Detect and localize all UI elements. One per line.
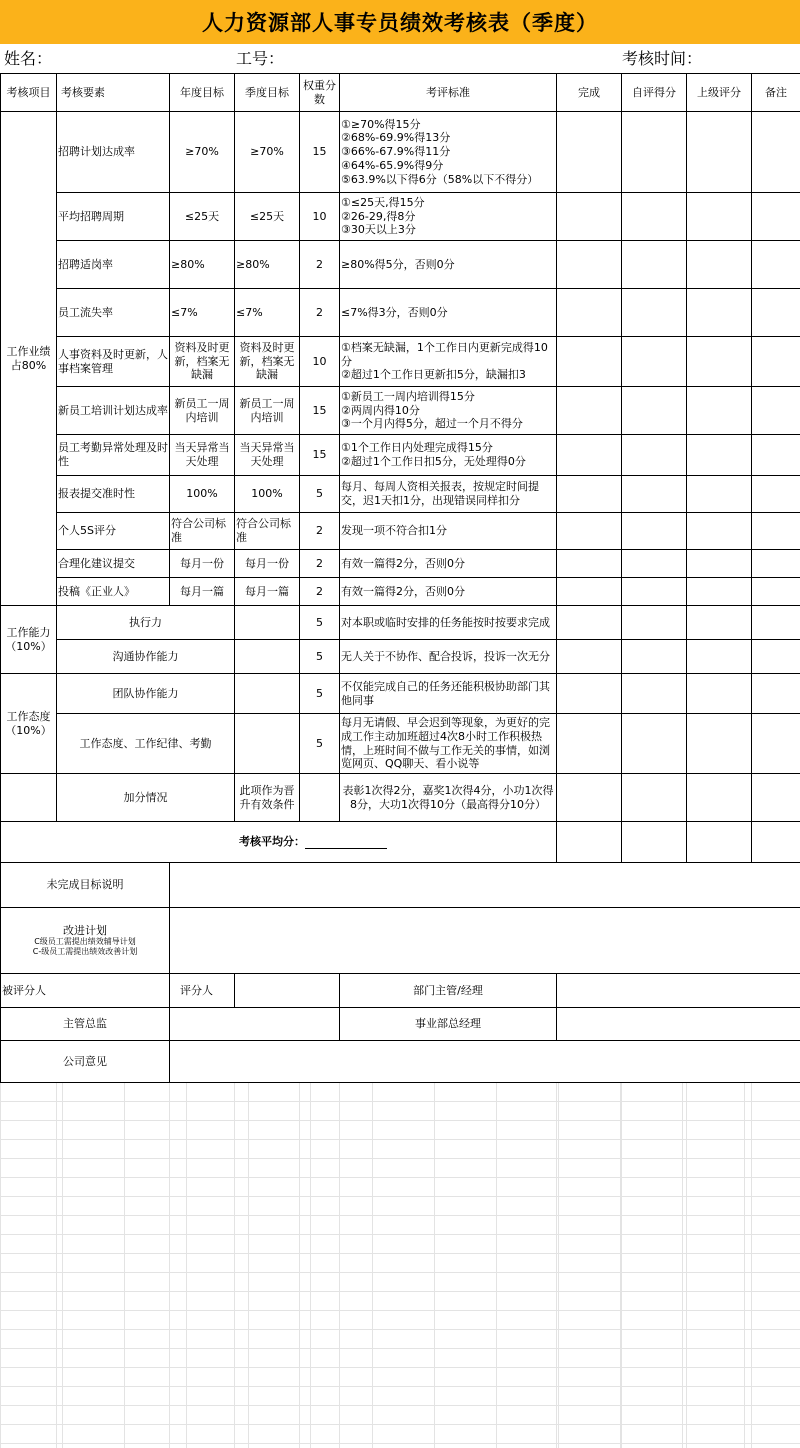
annual-target: ≥70% — [170, 112, 235, 193]
remarks-cell[interactable] — [752, 435, 800, 476]
quarter-target: 资料及时更新，档案无缺漏 — [235, 337, 300, 387]
remarks-cell[interactable] — [752, 606, 800, 640]
company-row — [1, 1041, 800, 1083]
self-score-cell[interactable] — [622, 112, 687, 193]
empty-spreadsheet-grid — [0, 1082, 800, 1448]
appraiser-label: 评分人 — [170, 974, 235, 1008]
weight: 5 — [300, 640, 340, 674]
grid-line — [339, 1082, 340, 1448]
criteria-line: ①≤25天,得15分 — [341, 195, 425, 209]
annual-target: 每月一篇 — [170, 578, 235, 606]
name-label[interactable]: 姓名： — [4, 49, 53, 68]
criteria-line: ①档案无缺漏，1个工作日内更新完成得10分 — [341, 340, 548, 368]
self-score-cell[interactable] — [622, 289, 687, 337]
quarter-target: 符合公司标准 — [235, 513, 300, 550]
company-opinion-label: 公司意见 — [1, 1041, 170, 1083]
completion-cell[interactable] — [557, 241, 622, 289]
quarter-target: 当天异常当天处理 — [235, 435, 300, 476]
supervisor-score-cell[interactable] — [687, 674, 752, 714]
average-label: 考核平均分： — [239, 835, 305, 849]
table-row — [1, 193, 800, 241]
table-row — [1, 513, 800, 550]
supervisor-score-cell[interactable] — [687, 112, 752, 193]
remarks-cell[interactable] — [752, 387, 800, 435]
remarks-cell[interactable] — [752, 112, 800, 193]
remarks-cell[interactable] — [752, 550, 800, 578]
company-opinion-field[interactable] — [170, 1041, 800, 1083]
supervisor-score-cell[interactable] — [687, 241, 752, 289]
criteria: 每月、每周人资相关报表，按规定时间提交，迟1天扣1分，出现错误同样扣分 — [340, 476, 557, 513]
factor: 沟通协作能力 — [57, 640, 235, 674]
appraisal-table — [0, 73, 800, 1083]
dept-manager-label: 部门主管/经理 — [340, 974, 557, 1008]
section-ability: 工作能力（10%） — [1, 606, 57, 674]
factor: 执行力 — [57, 606, 235, 640]
table-row — [1, 640, 800, 674]
criteria-line: ②两周内得10分 — [341, 403, 420, 417]
header-weight: 权重分数 — [300, 74, 340, 112]
self-score-cell[interactable] — [622, 578, 687, 606]
supervisor-score-cell[interactable] — [687, 387, 752, 435]
header-row — [1, 74, 800, 112]
factor: 投稿《正业人》 — [57, 578, 170, 606]
annual-target: ≤25天 — [170, 193, 235, 241]
remarks-cell[interactable] — [752, 476, 800, 513]
weight: 2 — [300, 578, 340, 606]
annual-target: 新员工一周内培训 — [170, 387, 235, 435]
improve-row — [1, 908, 800, 974]
remarks-cell[interactable] — [752, 578, 800, 606]
criteria-line: ②超过1个工作日扣5分，无处理得0分 — [341, 455, 526, 468]
table-row — [1, 550, 800, 578]
annual-target: 当天异常当天处理 — [170, 435, 235, 476]
quarter-target: 每月一份 — [235, 550, 300, 578]
factor: 合理化建议提交 — [57, 550, 170, 578]
weight: 5 — [300, 674, 340, 714]
annual-target: 每月一份 — [170, 550, 235, 578]
header-factor: 考核要素 — [57, 74, 170, 112]
self-score-cell[interactable] — [622, 606, 687, 640]
criteria: 每月无请假、早会迟到等现象，为更好的完成工作主动加班超过4次8小时工作积极热情，上班时间不做与工作无关的事情，如浏览网页、QQ聊天、看小说等 — [340, 714, 557, 774]
annual-target: ≤7% — [170, 289, 235, 337]
quarter-target: ≤25天 — [235, 193, 300, 241]
supervisor-score-cell[interactable] — [687, 606, 752, 640]
table-row — [1, 476, 800, 513]
completion-cell[interactable] — [557, 476, 622, 513]
header-completion: 完成 — [557, 74, 622, 112]
table-row — [1, 578, 800, 606]
weight: 10 — [300, 337, 340, 387]
grid-line — [556, 1082, 557, 1448]
review-date-label[interactable]: 考核时间： — [622, 49, 703, 68]
completion-cell[interactable] — [557, 578, 622, 606]
remarks-cell[interactable] — [752, 822, 800, 863]
supervisor-score-cell[interactable] — [687, 578, 752, 606]
supervisor-score-cell[interactable] — [687, 435, 752, 476]
weight: 15 — [300, 387, 340, 435]
supervisor-score-cell[interactable] — [687, 289, 752, 337]
completion-cell[interactable] — [557, 435, 622, 476]
grid-line — [621, 1082, 622, 1448]
supervisor-score-cell[interactable] — [687, 774, 752, 822]
supervisor-score-cell[interactable] — [687, 337, 752, 387]
criteria-line: ②超过1个工作日更新扣5分，缺漏扣3 — [341, 368, 526, 382]
weight: 2 — [300, 550, 340, 578]
factor: 招聘计划达成率 — [57, 112, 170, 193]
header-criteria: 考评标准 — [340, 74, 557, 112]
table-row — [1, 435, 800, 476]
grid-line — [56, 1082, 57, 1448]
header-self-score: 自评得分 — [622, 74, 687, 112]
self-score-cell[interactable] — [622, 241, 687, 289]
completion-cell[interactable] — [557, 640, 622, 674]
self-score-cell[interactable] — [622, 193, 687, 241]
table-row — [1, 606, 800, 640]
grid-line — [299, 1082, 300, 1448]
bonus-criteria: 表彰1次得2分，嘉奖1次得4分，小功1次得8分，大功1次得10分（最高得分10分） — [340, 774, 557, 822]
grid-line — [169, 1082, 170, 1448]
quarter-target: 100% — [235, 476, 300, 513]
gm-field[interactable] — [557, 1008, 800, 1041]
section-attitude: 工作态度（10%） — [1, 674, 57, 774]
remarks-cell[interactable] — [752, 193, 800, 241]
self-score-cell[interactable] — [622, 774, 687, 822]
quarter-target: 新员工一周内培训 — [235, 387, 300, 435]
table-row — [1, 112, 800, 193]
quarter-target: ≥70% — [235, 112, 300, 193]
incomplete-field[interactable] — [170, 863, 800, 908]
incomplete-row — [1, 863, 800, 908]
quarter-target: ≥80% — [235, 241, 300, 289]
table-row — [1, 674, 800, 714]
weight: 5 — [300, 606, 340, 640]
appraiser-field[interactable] — [235, 974, 340, 1008]
dept-manager-field[interactable] — [557, 974, 800, 1008]
grid-line — [751, 1082, 752, 1448]
self-score-cell[interactable] — [622, 513, 687, 550]
criteria: ≥80%得5分，否则0分 — [340, 241, 557, 289]
average-row — [1, 822, 800, 863]
self-score-cell[interactable] — [622, 822, 687, 863]
weight: 10 — [300, 193, 340, 241]
improve-c-note: C级员工需提出绩效辅导计划 — [34, 937, 136, 947]
annual-target: ≥80% — [170, 241, 235, 289]
criteria-line: ①≥70%得15分 — [341, 117, 421, 131]
factor: 平均招聘周期 — [57, 193, 170, 241]
incomplete-label: 未完成目标说明 — [1, 863, 170, 908]
criteria: 有效一篇得2分，否则0分 — [340, 578, 557, 606]
weight: 2 — [300, 513, 340, 550]
quarter-target: 每月一篇 — [235, 578, 300, 606]
annual-target: 符合公司标准 — [170, 513, 235, 550]
remarks-cell[interactable] — [752, 241, 800, 289]
header-item: 考核项目 — [1, 74, 57, 112]
average-score-blank[interactable] — [305, 836, 387, 849]
remarks-cell[interactable] — [752, 640, 800, 674]
factor: 员工考勤异常处理及时性 — [57, 435, 170, 476]
completion-cell[interactable] — [557, 674, 622, 714]
remarks-cell[interactable] — [752, 774, 800, 822]
criteria: 不仅能完成自己的任务还能积极协助部门其他同事 — [340, 674, 557, 714]
completion-cell[interactable] — [557, 513, 622, 550]
factor: 工作态度、工作纪律、考勤 — [57, 714, 235, 774]
supervisor-score-cell[interactable] — [687, 193, 752, 241]
factor: 报表提交准时性 — [57, 476, 170, 513]
supervisor-score-cell[interactable] — [687, 476, 752, 513]
header-supervisor-score: 上级评分 — [687, 74, 752, 112]
criteria-line: ③一个月内得5分，超过一个月不得分 — [341, 417, 523, 431]
remarks-cell[interactable] — [752, 674, 800, 714]
remarks-cell[interactable] — [752, 289, 800, 337]
weight: 15 — [300, 435, 340, 476]
bonus-row — [1, 774, 800, 822]
criteria: 有效一篇得2分，否则0分 — [340, 550, 557, 578]
factor: 个人5S评分 — [57, 513, 170, 550]
self-score-cell[interactable] — [622, 476, 687, 513]
remarks-cell[interactable] — [752, 513, 800, 550]
criteria-line: ④64%-65.9%得9分 — [341, 158, 444, 172]
header-quarter: 季度目标 — [235, 74, 300, 112]
grid-line — [234, 1082, 235, 1448]
completion-cell[interactable] — [557, 550, 622, 578]
completion-cell[interactable] — [557, 606, 622, 640]
improve-field[interactable] — [170, 908, 800, 974]
self-score-cell[interactable] — [622, 674, 687, 714]
signature-row — [1, 974, 800, 1008]
table-row — [1, 714, 800, 774]
criteria-line: ③30天以上3分 — [341, 223, 416, 237]
form-title: 人力资源部人事专员绩效考核表（季度） — [0, 0, 800, 44]
header-annual: 年度目标 — [170, 74, 235, 112]
criteria-line: ⑤63.9%以下得6分（58%以下不得分） — [341, 172, 539, 186]
quarter-target: ≤7% — [235, 289, 300, 337]
bonus-label: 加分情况 — [57, 774, 235, 822]
supervisor-score-cell[interactable] — [687, 550, 752, 578]
header-remarks: 备注 — [752, 74, 800, 112]
criteria: 发现一项不符合扣1分 — [340, 513, 557, 550]
self-score-cell[interactable] — [622, 714, 687, 774]
completion-cell[interactable] — [557, 112, 622, 193]
supervisor-score-cell[interactable] — [687, 640, 752, 674]
factor: 团队协作能力 — [57, 674, 235, 714]
factor: 员工流失率 — [57, 289, 170, 337]
completion-cell[interactable] — [557, 337, 622, 387]
criteria: 无人关于不协作、配合投诉，投诉一次无分 — [340, 640, 557, 674]
factor: 招聘适岗率 — [57, 241, 170, 289]
approval-row — [1, 1008, 800, 1041]
completion-cell[interactable] — [557, 387, 622, 435]
completion-cell[interactable] — [557, 289, 622, 337]
annual-target: 100% — [170, 476, 235, 513]
bonus-condition: 此项作为晋升有效条件 — [235, 774, 300, 822]
factor: 人事资料及时更新，人事档案管理 — [57, 337, 170, 387]
weight: 2 — [300, 241, 340, 289]
completion-cell[interactable] — [557, 774, 622, 822]
completion-cell[interactable] — [557, 714, 622, 774]
factor: 新员工培训计划达成率 — [57, 387, 170, 435]
criteria-line: ①1个工作日内处理完成得15分 — [341, 441, 493, 455]
supervisor-score-cell[interactable] — [687, 822, 752, 863]
criteria-line: ③66%-67.9%得11分 — [341, 145, 451, 159]
self-score-cell[interactable] — [622, 435, 687, 476]
supervisor-score-cell[interactable] — [687, 513, 752, 550]
table-row — [1, 387, 800, 435]
criteria: 对本职或临时安排的任务能按时按要求完成 — [340, 606, 557, 640]
self-score-cell[interactable] — [622, 640, 687, 674]
section-performance: 工作业绩占80% — [1, 112, 57, 606]
gm-label: 事业部总经理 — [340, 1008, 557, 1041]
director-field[interactable] — [170, 1008, 340, 1041]
completion-cell[interactable] — [557, 193, 622, 241]
self-score-cell[interactable] — [622, 387, 687, 435]
criteria: ≤7%得3分，否则0分 — [340, 289, 557, 337]
weight: 15 — [300, 112, 340, 193]
self-score-cell[interactable] — [622, 337, 687, 387]
remarks-cell[interactable] — [752, 714, 800, 774]
annual-target: 资料及时更新，档案无缺漏 — [170, 337, 235, 387]
criteria-line: ①新员工一周内培训得15分 — [341, 389, 475, 403]
weight: 5 — [300, 714, 340, 774]
table-row — [1, 289, 800, 337]
grid-line — [686, 1082, 687, 1448]
weight: 2 — [300, 289, 340, 337]
director-label: 主管总监 — [1, 1008, 170, 1041]
criteria-line: ②68%-69.9%得13分 — [341, 131, 451, 145]
weight: 5 — [300, 476, 340, 513]
employee-id-label[interactable]: 工号： — [236, 49, 285, 68]
completion-cell[interactable] — [557, 822, 622, 863]
improve-title: 改进计划 — [63, 923, 107, 937]
table-row — [1, 337, 800, 387]
appraisee-label: 被评分人 — [1, 974, 170, 1008]
criteria-line: ②26-29,得8分 — [341, 209, 416, 223]
self-score-cell[interactable] — [622, 550, 687, 578]
remarks-cell[interactable] — [752, 337, 800, 387]
table-row — [1, 241, 800, 289]
supervisor-score-cell[interactable] — [687, 714, 752, 774]
improve-cminus-note: C-级员工需提出绩效改善计划 — [32, 947, 138, 957]
